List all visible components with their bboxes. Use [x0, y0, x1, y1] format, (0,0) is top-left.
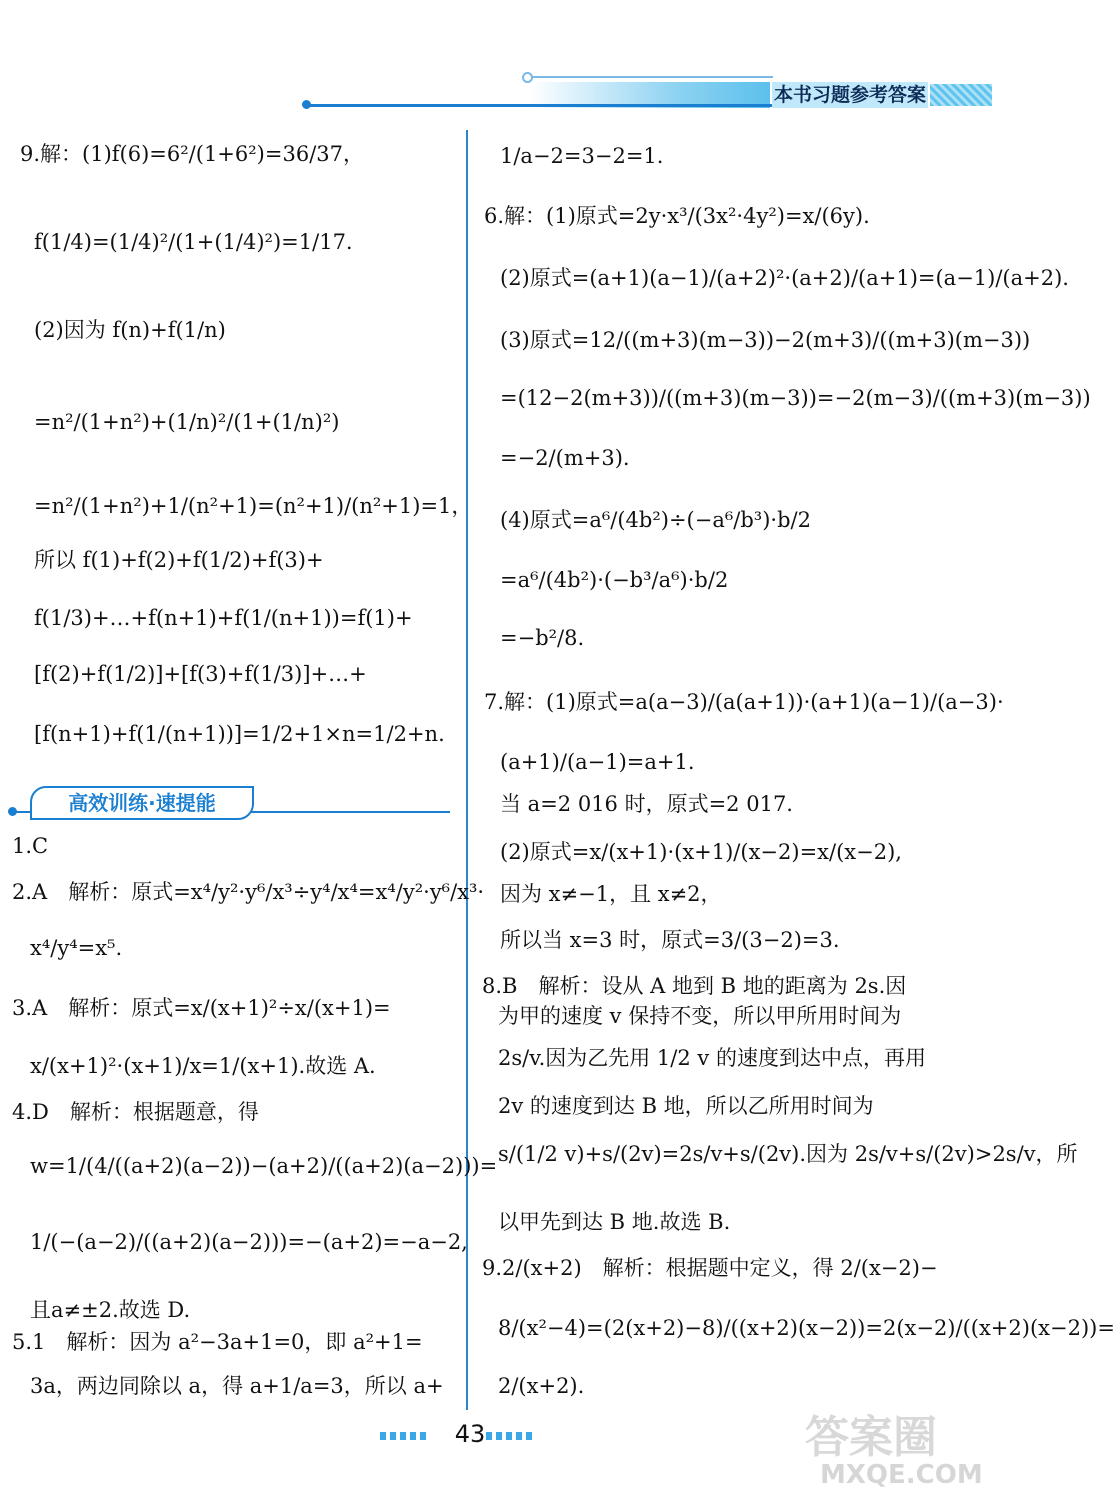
answer-line: 9.解：(1)f(6)=6²/(1+6²)=36/37， [20, 142, 364, 166]
answer-line: 8.B 解析：设从 A 地到 B 地的距离为 2s.因 [482, 974, 907, 998]
answer-line: 3.A 解析：原式=x/(x+1)²÷x/(x+1)= [12, 996, 391, 1020]
answer-line: =n²/(1+n²)+(1/n)²/(1+(1/n)²) [34, 410, 340, 434]
answer-line: (a+1)/(a−1)=a+1. [500, 750, 695, 774]
answer-line: 以甲先到达 B 地.故选 B. [498, 1210, 731, 1234]
answer-line: 所以 f(1)+f(2)+f(1/2)+f(3)+ [34, 548, 324, 572]
answer-line: [f(2)+f(1/2)]+[f(3)+f(1/3)]+…+ [34, 662, 367, 686]
answer-line: w=1/(4/((a+2)(a−2))−(a+2)/((a+2)(a−2)))= [30, 1154, 498, 1178]
section-title: 高效训练·速提能 [30, 786, 254, 820]
answer-line: 为甲的速度 v 保持不变，所以甲所用时间为 [498, 1004, 902, 1028]
answer-line: (2)原式=(a+1)(a−1)/(a+2)²·(a+2)/(a+1)=(a−1)/(a+2). [500, 266, 1069, 290]
column-divider [466, 130, 468, 1410]
header-line [305, 104, 775, 107]
page-number-decoration-right [486, 1432, 534, 1440]
answer-line: =n²/(1+n²)+1/(n²+1)=(n²+1)/(n²+1)=1， [34, 494, 473, 518]
answer-line: 因为 x≠−1，且 x≠2， [500, 882, 722, 906]
answer-line: (2)原式=x/(x+1)·(x+1)/(x−2)=x/(x−2), [500, 840, 902, 864]
answer-line: 所以当 x=3 时，原式=3/(3−2)=3. [500, 928, 840, 952]
answer-line: 7.解：(1)原式=a(a−3)/(a(a+1))·(a+1)(a−1)/(a−3)· [484, 690, 1004, 714]
answer-line: =−2/(m+3). [500, 446, 630, 470]
answer-line: 2v 的速度到达 B 地，所以乙所用时间为 [498, 1094, 874, 1118]
answer-line: (2)因为 f(n)+f(1/n) [34, 318, 226, 342]
answer-line: 4.D 解析：根据题意，得 [12, 1100, 259, 1124]
answer-line: x⁴/y⁴=x⁵. [30, 936, 123, 960]
section-dot [8, 807, 17, 816]
answer-line: [f(n+1)+f(1/(n+1))]=1/2+1×n=1/2+n. [34, 722, 445, 746]
header-thin-line [528, 76, 773, 78]
answer-line: 1.C [12, 834, 49, 858]
answer-line: 2s/v.因为乙先用 1/2 v 的速度到达中点，再用 [498, 1046, 926, 1070]
answer-line: (3)原式=12/((m+3)(m−3))−2(m+3)/((m+3)(m−3)) [500, 328, 1031, 352]
answer-line: 且a≠±2.故选 D. [30, 1298, 191, 1322]
answer-line: x/(x+1)²·(x+1)/x=1/(x+1).故选 A. [30, 1054, 376, 1078]
answer-line: 8/(x²−4)=(2(x+2)−8)/((x+2)(x−2))=2(x−2)/((x+2)(x−2))= [498, 1316, 1115, 1340]
answer-line: 2.A 解析：原式=x⁴/y²·y⁶/x³÷y⁴/x⁴=x⁴/y²·y⁶/x³· [12, 880, 485, 904]
page-number: 43 [454, 1420, 486, 1448]
header-title: 本书习题参考答案 [773, 84, 926, 106]
answer-line: =(12−2(m+3))/((m+3)(m−3))=−2(m−3)/((m+3)(m−3)) [500, 386, 1091, 410]
answer-line: (4)原式=a⁶/(4b²)÷(−a⁶/b³)·b/2 [500, 508, 811, 532]
answer-line: =a⁶/(4b²)·(−b³/a⁶)·b/2 [500, 568, 729, 592]
answer-line: f(1/3)+…+f(n+1)+f(1/(n+1))=f(1)+ [34, 606, 413, 630]
answer-line: 3a，两边同除以 a，得 a+1/a=3，所以 a+ [30, 1374, 444, 1398]
answer-line: 1/(−(a−2)/((a+2)(a−2)))=−(a+2)=−a−2, [30, 1230, 468, 1254]
answer-line: s/(1/2 v)+s/(2v)=2s/v+s/(2v).因为 2s/v+s/(2v)>2s/v，所 [498, 1142, 1078, 1166]
answer-line: =−b²/8. [500, 626, 585, 650]
answer-line: 5.1 解析：因为 a²−3a+1=0，即 a²+1= [12, 1330, 423, 1354]
watermark-site: MXQE.COM [820, 1460, 983, 1490]
answer-line: 2/(x+2). [498, 1374, 585, 1398]
answer-line: 6.解：(1)原式=2y·x³/(3x²·4y²)=x/(6y). [484, 204, 870, 228]
answer-line: 当 a=2 016 时，原式=2 017. [500, 792, 793, 816]
answer-line: 1/a−2=3−2=1. [500, 144, 664, 168]
answer-line: 9.2/(x+2) 解析：根据题中定义，得 2/(x−2)− [482, 1256, 938, 1280]
header-dot [302, 100, 311, 109]
header-stripes [930, 84, 992, 106]
answer-line: f(1/4)=(1/4)²/(1+(1/4)²)=1/17. [34, 230, 353, 254]
watermark-logo: 答案圈 [805, 1412, 937, 1463]
